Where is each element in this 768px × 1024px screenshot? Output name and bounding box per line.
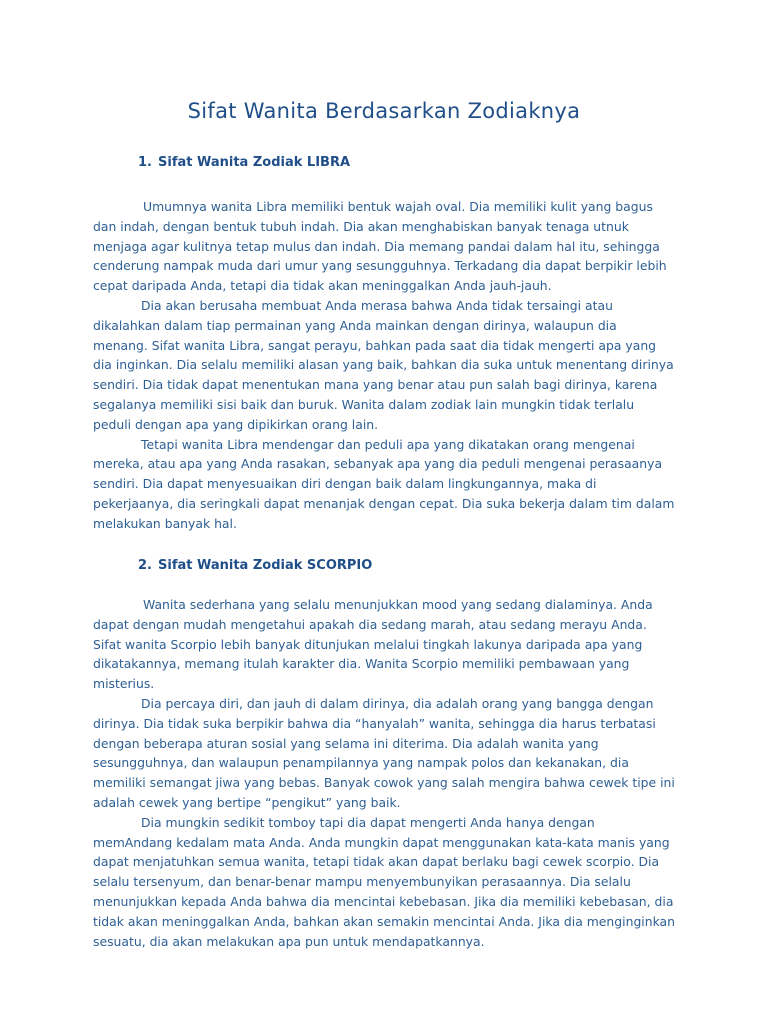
paragraph: Wanita sederhana yang selalu menunjukkan mood yang sedang dialaminya. Anda dapat dengan mudah mengetahui apakah dia sedang marah, atau sedang merayu Anda. Sifat wanita Scorpio lebih banyak ditunjukan melalui tingkah lakunya daripada apa yang dikatakannya, memang itulah karakter dia. Wanita Scorpio memiliki pembawaan yang misterius.: [93, 597, 653, 692]
section-heading-text: Sifat Wanita Zodiak SCORPIO: [158, 558, 373, 573]
paragraph: Dia mungkin sedikit tomboy tapi dia dapat mengerti Anda hanya dengan memAndang kedalam mata Anda. Anda mungkin dapat menggunakan kata-kata manis yang dapat menjatuhkan semua wanita, tetapi tidak akan dapat berlaku bagi cewek scorpio. Dia selalu tersenyum, dan benar-benar mampu menyembunyikan perasaannya. Dia selalu menunjukkan kepada Anda bahwa dia mencintai kebebasan. Jika dia memiliki kebebasan, dia tidak akan meninggalkan Anda, bahkan akan semakin mencintai Anda. Jika dia menginginkan sesuatu, dia akan melakukan apa pun untuk mendapatkannya.: [93, 814, 676, 949]
section-number: 2.: [138, 558, 152, 573]
section-number: 1.: [138, 155, 152, 170]
section-body-libra: [93, 197, 675, 534]
paragraph: Tetapi wanita Libra mendengar dan peduli apa yang dikatakan orang mengenai mereka, atau apa yang Anda rasakan, sebanyak apa yang dia peduli mengenai perasaanya sendiri. Dia dapat menyesuaikan diri dengan baik dalam lingkungannya, maka di pekerjaanya, dia seringkali dapat menanjak dengan cepat. Dia suka bekerja dalam tim dalam melakukan banyak hal.: [93, 436, 675, 531]
paragraph: Dia akan berusaha membuat Anda merasa bahwa Anda tidak tersaingi atau dikalahkan dalam tiap permainan yang Anda mainkan dengan dirinya, walaupun dia menang. Sifat wanita Libra, sangat perayu, bahkan pada saat dia tidak mengerti apa yang dia inginkan. Dia selalu memiliki alasan yang baik, bahkan dia suka untuk menentang dirinya sendiri. Dia tidak dapat menentukan mana yang benar atau pun salah bagi dirinya, karena segalanya memiliki sisi baik dan buruk. Wanita dalam zodiak lain mungkin tidak terlalu peduli dengan apa yang dipikirkan orang lain.: [93, 297, 674, 432]
paragraph: Dia percaya diri, dan jauh di dalam dirinya, dia adalah orang yang bangga dengan dirinya. Dia tidak suka berpikir bahwa dia “hanyalah” wanita, sehingga dia harus terbatasi dengan beberapa aturan sosial yang selama ini diterima. Dia adalah wanita yang sesungguhnya, dan walaupun penampilannya yang nampak polos dan kekanakan, dia memiliki semangat jiwa yang bebas. Banyak cowok yang salah mengira bahwa cewek tipe ini adalah cewek yang bertipe “pengikut” yang baik.: [93, 695, 675, 810]
section-heading-libra: [138, 153, 350, 173]
document-title: Sifat Wanita Berdasarkan Zodiaknya: [187, 99, 581, 123]
section-heading-scorpio: [138, 556, 372, 576]
paragraph: Umumnya wanita Libra memiliki bentuk wajah oval. Dia memiliki kulit yang bagus dan indah, dengan bentuk tubuh indah. Dia akan menghabiskan banyak tenaga utnuk menjaga agar kulitnya tetap mulus dan indah. Dia memang pandai dalam hal itu, sehingga cenderung nampak muda dari umur yang sesungguhnya. Terkadang dia dapat berpikir lebih cepat daripada Anda, tetapi dia tidak akan meninggalkan Anda jauh-jauh.: [93, 199, 667, 294]
section-heading-text: Sifat Wanita Zodiak LIBRA: [158, 155, 351, 170]
section-body-scorpio: [93, 595, 675, 951]
